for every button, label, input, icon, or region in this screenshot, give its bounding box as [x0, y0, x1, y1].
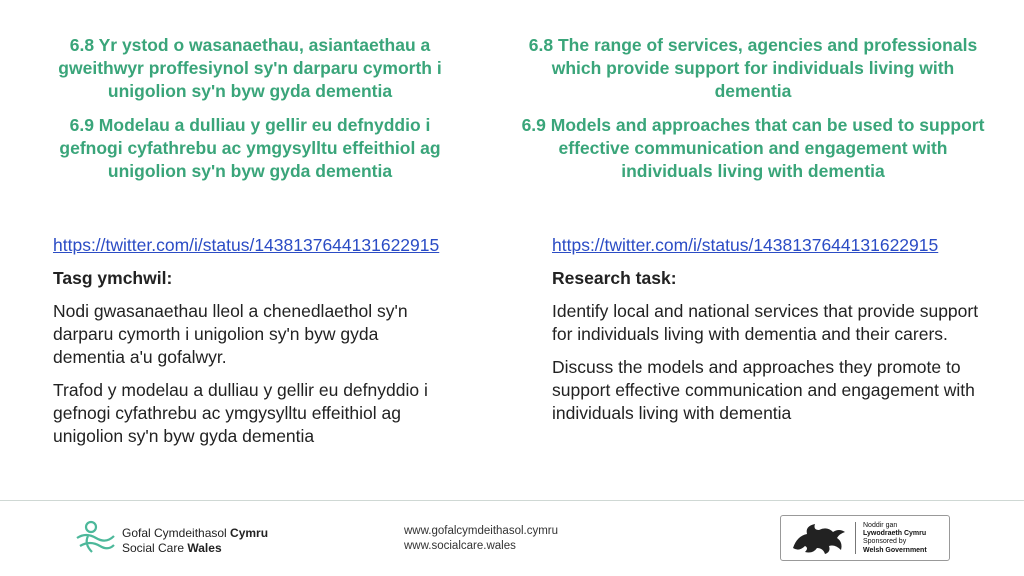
english-body: [552, 234, 982, 435]
badge-separator: [855, 522, 856, 554]
logo-welsh-name: Gofal Cymdeithasol: [122, 526, 231, 540]
footer-divider: [0, 500, 1024, 501]
gov-sponsored-english: Sponsored by: [863, 538, 907, 546]
gov-name-english: Welsh Government: [863, 546, 927, 554]
english-task-label: Research task:: [552, 268, 677, 288]
english-website-url[interactable]: www.socialcare.wales: [404, 540, 516, 552]
english-heading-6-8: 6.8 The range of services, agencies and professionals which provide support for individuals living with dementia: [528, 35, 978, 101]
footer-urls: [404, 524, 558, 554]
welsh-government-badge: [780, 515, 950, 561]
welsh-task-label: Tasg ymchwil:: [53, 268, 173, 288]
english-paragraph-1: Identify local and national services that provide support for individuals living with dementia and their carers.: [552, 301, 979, 344]
welsh-twitter-link[interactable]: https://twitter.com/i/status/1438137644131622915: [53, 235, 440, 255]
social-care-wales-logo: [74, 518, 294, 558]
gov-name-welsh: Lywodraeth Cymru: [863, 530, 927, 538]
social-care-wales-logo-icon: [74, 518, 118, 558]
gov-sponsored-welsh: Noddir gan: [863, 522, 898, 529]
welsh-dragon-icon: [787, 518, 853, 558]
welsh-website-url[interactable]: www.gofalcymdeithasol.cymru: [404, 525, 559, 537]
english-heading-6-9: 6.9 Models and approaches that can be used to support effective communication and engagement with individuals living with dementia: [521, 115, 985, 181]
welsh-heading-6-8: 6.8 Yr ystod o wasanaethau, asiantaethau a gweithwyr proffesiynol sy'n darparu cymorth i unigolion sy'n byw gyda dementia: [58, 35, 442, 101]
english-twitter-link[interactable]: https://twitter.com/i/status/1438137644131622915: [552, 235, 939, 255]
welsh-paragraph-2: Trafod y modelau a dulliau y gellir eu defnyddio i gefnogi cyfathrebu ac ymgysylltu effeithiol ag unigolion sy'n byw gyda dementia: [53, 380, 428, 446]
logo-english-name-bold: Wales: [187, 541, 222, 555]
welsh-heading-6-9: 6.9 Modelau a dulliau y gellir eu defnyddio i gefnogi cyfathrebu ac ymgysylltu effeithiol ag unigolion sy'n byw gyda dementia: [59, 115, 441, 181]
welsh-paragraph-1: Nodi gwasanaethau lleol a chenedlaethol sy'n darparu cymorth i unigolion sy'n byw gyda dementia a'u gofalwyr.: [53, 301, 408, 367]
logo-welsh-name-bold: Cymru: [230, 526, 269, 540]
logo-english-name: Social Care: [122, 541, 188, 555]
welsh-body: [53, 234, 453, 458]
english-paragraph-2: Discuss the models and approaches they promote to support effective communication and engagement with individuals living with dementia: [552, 357, 975, 423]
